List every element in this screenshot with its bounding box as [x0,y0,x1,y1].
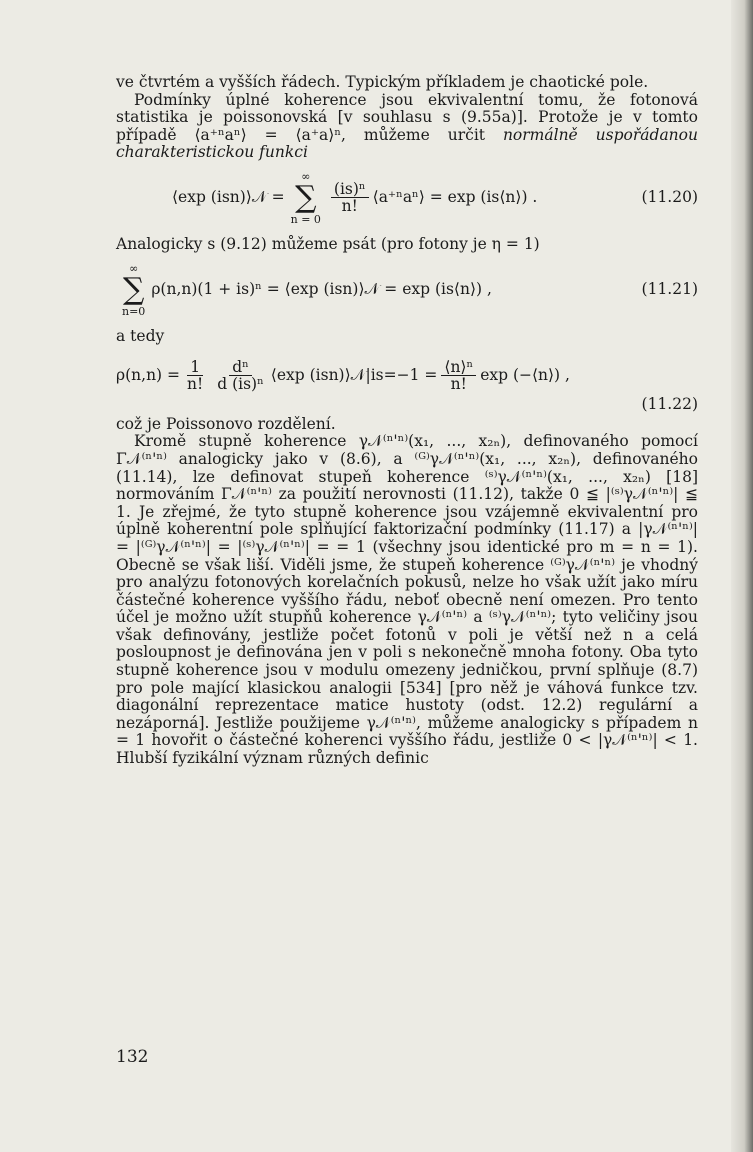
eq1-fraction [331,181,369,214]
paragraph-5: což je Poissonovo rozdělení. [116,414,336,433]
sum-icon: ∑ [122,271,145,307]
eq2-number: (11.21) [641,279,698,298]
equation-11-22 [116,359,698,414]
equation-11-21 [116,262,698,318]
paragraph-4: a tedy [116,326,165,345]
eq1-frac-den: n! [341,197,358,216]
eq3-fraction-1 [184,359,206,392]
equation-11-20 [116,170,698,226]
eq1-sum-bottom: n = 0 [290,212,321,226]
eq3-left: ρ(n,n) = [116,365,181,384]
eq2-sum [122,262,145,318]
page-number: 132 [116,1047,149,1067]
eq1-sum-top: ∞ [301,169,311,183]
eq2-sum-bottom: n=0 [122,304,146,318]
eq3-number-row [116,396,698,414]
eq3-f2-den: d (is)ⁿ [217,375,264,394]
eq3-f3-den: n! [450,375,467,394]
eq3-f2-num: dⁿ [229,359,252,376]
eq1-right: ⟨a⁺ⁿaⁿ⟩ = exp (is⟨n⟩) . [372,188,538,207]
eq3-number: (11.22) [641,395,698,414]
eq3-fraction-3 [441,359,476,392]
page-edge-shadow [731,0,753,1152]
sum-icon: ∑ [295,179,317,215]
eq1-sum [291,170,321,226]
eq3-f1-num: 1 [187,359,203,376]
eq3-right: exp (−⟨n⟩) , [480,365,570,384]
paragraph-2-text: Podmínky úplné koherence jsou ekvivalentní tomu, že fotonová statistika je poissonovská [v souhlasu s (9.55a)]. Protože je v tomto případě ⟨a⁺ⁿaⁿ⟩ = ⟨a⁺a⟩ⁿ, můžeme určit [116,90,698,144]
paragraph-1: ve čtvrtém a vyšších řádech. Typickým příkladem je chaotické pole. [116,73,649,91]
page-content [116,74,698,768]
eq1-left: ⟨exp (isn)⟩𝒩 = [172,188,285,207]
eq2-body: ρ(n,n)(1 + is)ⁿ = ⟨exp (isn)⟩𝒩 = exp (is⟨n⟩) , [151,279,492,298]
eq2-sum-top: ∞ [129,261,139,275]
paragraph-6: Kromě stupně koherence γ𝒩⁽ⁿ'ⁿ⁾(x₁, ..., x₂ₙ), definovaného pomocí Γ𝒩⁽ⁿ'ⁿ⁾ analogicky jako v (8.6), a ⁽ᴳ⁾γ𝒩⁽ⁿ'ⁿ⁾(x₁, ..., x₂ₙ), definovaného (11.14), lze definovat stupeň koherence ⁽ˢ⁾γ𝒩⁽ⁿ'ⁿ⁾(x₁, ..., x₂ₙ) [18] normováním Γ𝒩⁽ⁿ'ⁿ⁾ za použití nerovnosti (11.12), takže 0 ≦ |⁽ˢ⁾γ𝒩⁽ⁿ'ⁿ⁾| ≦ 1. Je zřejmé, že tyto stupně koherence jsou vzájemně ekvivalentní pro úplně koherentní pole splňující faktorizační podmínky (11.17) a |γ𝒩⁽ⁿ'ⁿ⁾| = |⁽ᴳ⁾γ𝒩⁽ⁿ'ⁿ⁾| = |⁽ˢ⁾γ𝒩⁽ⁿ'ⁿ⁾| = = 1 (všechny jsou identické pro m = n = 1). Obecně se však liší. Viděli jsme, že stupeň koherence ⁽ᴳ⁾γ𝒩⁽ⁿ'ⁿ⁾ je vhodný pro analýzu fotonových korelačních pokusů, nelze ho však užít jako míru částečné koherence vyššího řádu, neboť obecně není omezen. Pro tento účel je možno užít stupňů koherence γ𝒩⁽ⁿ'ⁿ⁾ a ⁽ˢ⁾γ𝒩⁽ⁿ'ⁿ⁾; tyto veličiny jsou však definovány, jestliže počet fotonů v poli je větší než n a celá posloupnost je definována jen v poli s nekonečně mnoha fotony. Oba tyto stupně koherence jsou v modulu omezeny jedničkou, první splňuje (8.7) pro pole mající klasickou analogii [534] [pro něž je váhová funkce tzv. diagonální reprezentace matice hustoty (odst. 12.2) regulární a nezáporná]. Jestliže použijeme γ𝒩⁽ⁿ'ⁿ⁾, můžeme analogicky s případem n = 1 hovořit o částečné koherenci vyššího řádu, jestliže 0 < |γ𝒩⁽ⁿ'ⁿ⁾| < 1. Hlubší fyzikální význam různých definic [116,432,698,768]
eq1-frac-num: (is)ⁿ [331,181,369,198]
eq3-mid: ⟨exp (isn)⟩𝒩|is=−1 = [270,365,438,384]
paragraph-2 [116,92,698,162]
eq3-f1-den: n! [187,375,204,394]
eq3-fraction-2 [214,359,267,392]
paragraph-3: Analogicky s (9.12) můžeme psát (pro fotony je η = 1) [116,234,540,253]
paragraph-2-italic: normálně uspořádanou charakteristickou funkci [116,125,698,162]
eq3-f3-num: ⟨n⟩ⁿ [441,359,476,376]
eq1-number: (11.20) [641,188,698,207]
